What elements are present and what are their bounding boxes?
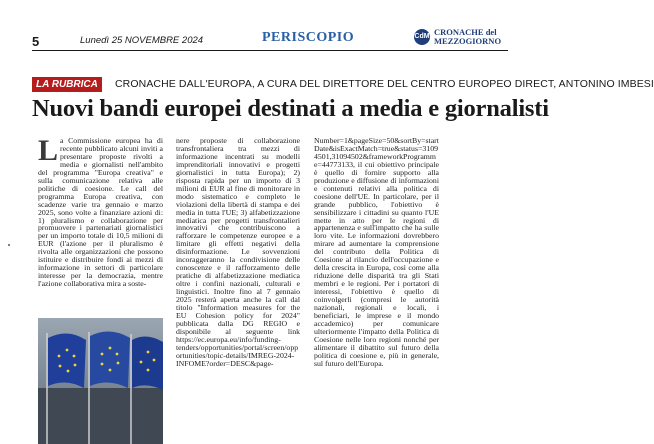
rubrica-description: CRONACHE DALL'EUROPA, A CURA DEL DIRETTORE DEL CENTRO EUROPEO DIRECT, ANTONINO IMBESI xyxy=(115,78,654,90)
page-number: 5 xyxy=(32,34,40,49)
eu-flags-photo xyxy=(38,318,163,444)
masthead xyxy=(414,28,510,46)
column-1-text: a Commissione europea ha di recente pubblicato alcuni inviti a presentare proposte rivolti a media e giornalisti nell'ambito del programma "Europa creativa" e sulla comunicazione relativa alle politiche di coesione. Le call del programma Europa creativa, con scadenze varie tra gennaio e marzo 2025, sono volte a finanziare azioni di: 1) pluralismo e collaborazione per promuovere i partenariati giornalistici per un importo totale di 10,5 milioni di EUR (l'azione per il pluralismo è rivolta alle organizzazioni che possono istituire e distribuire fondi ai mezzi di informazione in settori di particolare interesse per la democrazia, mentre l'azione collaborativa mira a soste- xyxy=(38,136,163,289)
article-headline: Nuovi bandi europei destinati a media e giornalisti xyxy=(32,95,549,122)
masthead-name xyxy=(434,28,501,46)
eu-flags-image xyxy=(38,318,163,444)
article-column-3: Number=1&pageSize=50&sortBy=startDate&isExactMatch=true&status=31094501,31094502&frameworkProgramme=44773133, il cui obiettivo principale è quello di fornire supporto alla produzione e diffusione di informazioni e contenuti relativi alla politica di coesione dell'UE. In particolare, per il grande pubblico, l'obiettivo è sensibilizzare i cittadini su quanto l'UE mette in atto per le regioni di appartenenza e sull'impatto che ha sulle loro vite. Le informazioni dovrebbero mirare ad aumentare la comprensione del contributo della Politica di Coesione al rilancio dell'occupazione e della crescita in Europa, così come alla riduzione delle disparità tra gli Stati membri e le regioni. Per i portatori di interessi, l'obiettivo è quello di coinvolgerli (compresi le autorità nazionali, regionali e locali, i beneficiari, le imprese e il mondo accademico) per comunicare ulteriormente l'impatto della Politica di Coesione nelle loro regioni nonché per alimentare il dibattito sul futuro della politica di coesione e, più in generale, sul futuro dell'Europa. xyxy=(314,136,439,368)
rubrica-bar xyxy=(32,77,654,92)
drop-cap: L xyxy=(38,134,59,167)
section-title: PERISCOPIO xyxy=(262,30,355,45)
rubrica-label: LA RUBRICA xyxy=(32,77,102,92)
header-rule xyxy=(32,50,508,51)
article-column-2: nere proposte di collaborazione transfrontaliera tra mezzi di informazione incentrati su modelli imprenditoriali innovativi e progetti giornalistici in tutta Europa); 2) risposta rapida per un importo di 3 milioni di EUR al fine di monitorare in modo sistematico e completo le violazioni della libertà di stampa e dei media in tutta l'UE; 3) alfabetizzazione mediatica per progetti transfrontalieri innovativi che contribuiscono a rafforzare le competenze europee e a limitare gli effetti negativi della disinformazione. Le sovvenzioni incoraggeranno la condivisione delle conoscenze e il rafforzamento delle pratiche di alfabetizzazione mediatica oltre i confini nazionali, culturali e linguistici. Inoltre fino al 7 gennaio 2025 resterà aperta anche la call dal titolo "Information measures for the EU Cohesion policy for 2024" pubblicata dalla DG REGIO e disponibile al seguente link https://ec.europa.eu/info/funding-tenders/opportunities/portal/screen/opportunities/topic-details/IMREG-2024-INFOME?order=DESC&page- xyxy=(176,136,300,368)
masthead-line2: MEZZOGIORNO xyxy=(434,36,502,46)
margin-dot xyxy=(8,244,10,246)
issue-date: Lunedì 25 NOVEMBRE 2024 xyxy=(80,35,204,46)
article-column-1 xyxy=(38,134,163,289)
masthead-logo-icon: CdM xyxy=(414,29,430,45)
masthead-line1: CRONACHE del xyxy=(434,27,497,37)
